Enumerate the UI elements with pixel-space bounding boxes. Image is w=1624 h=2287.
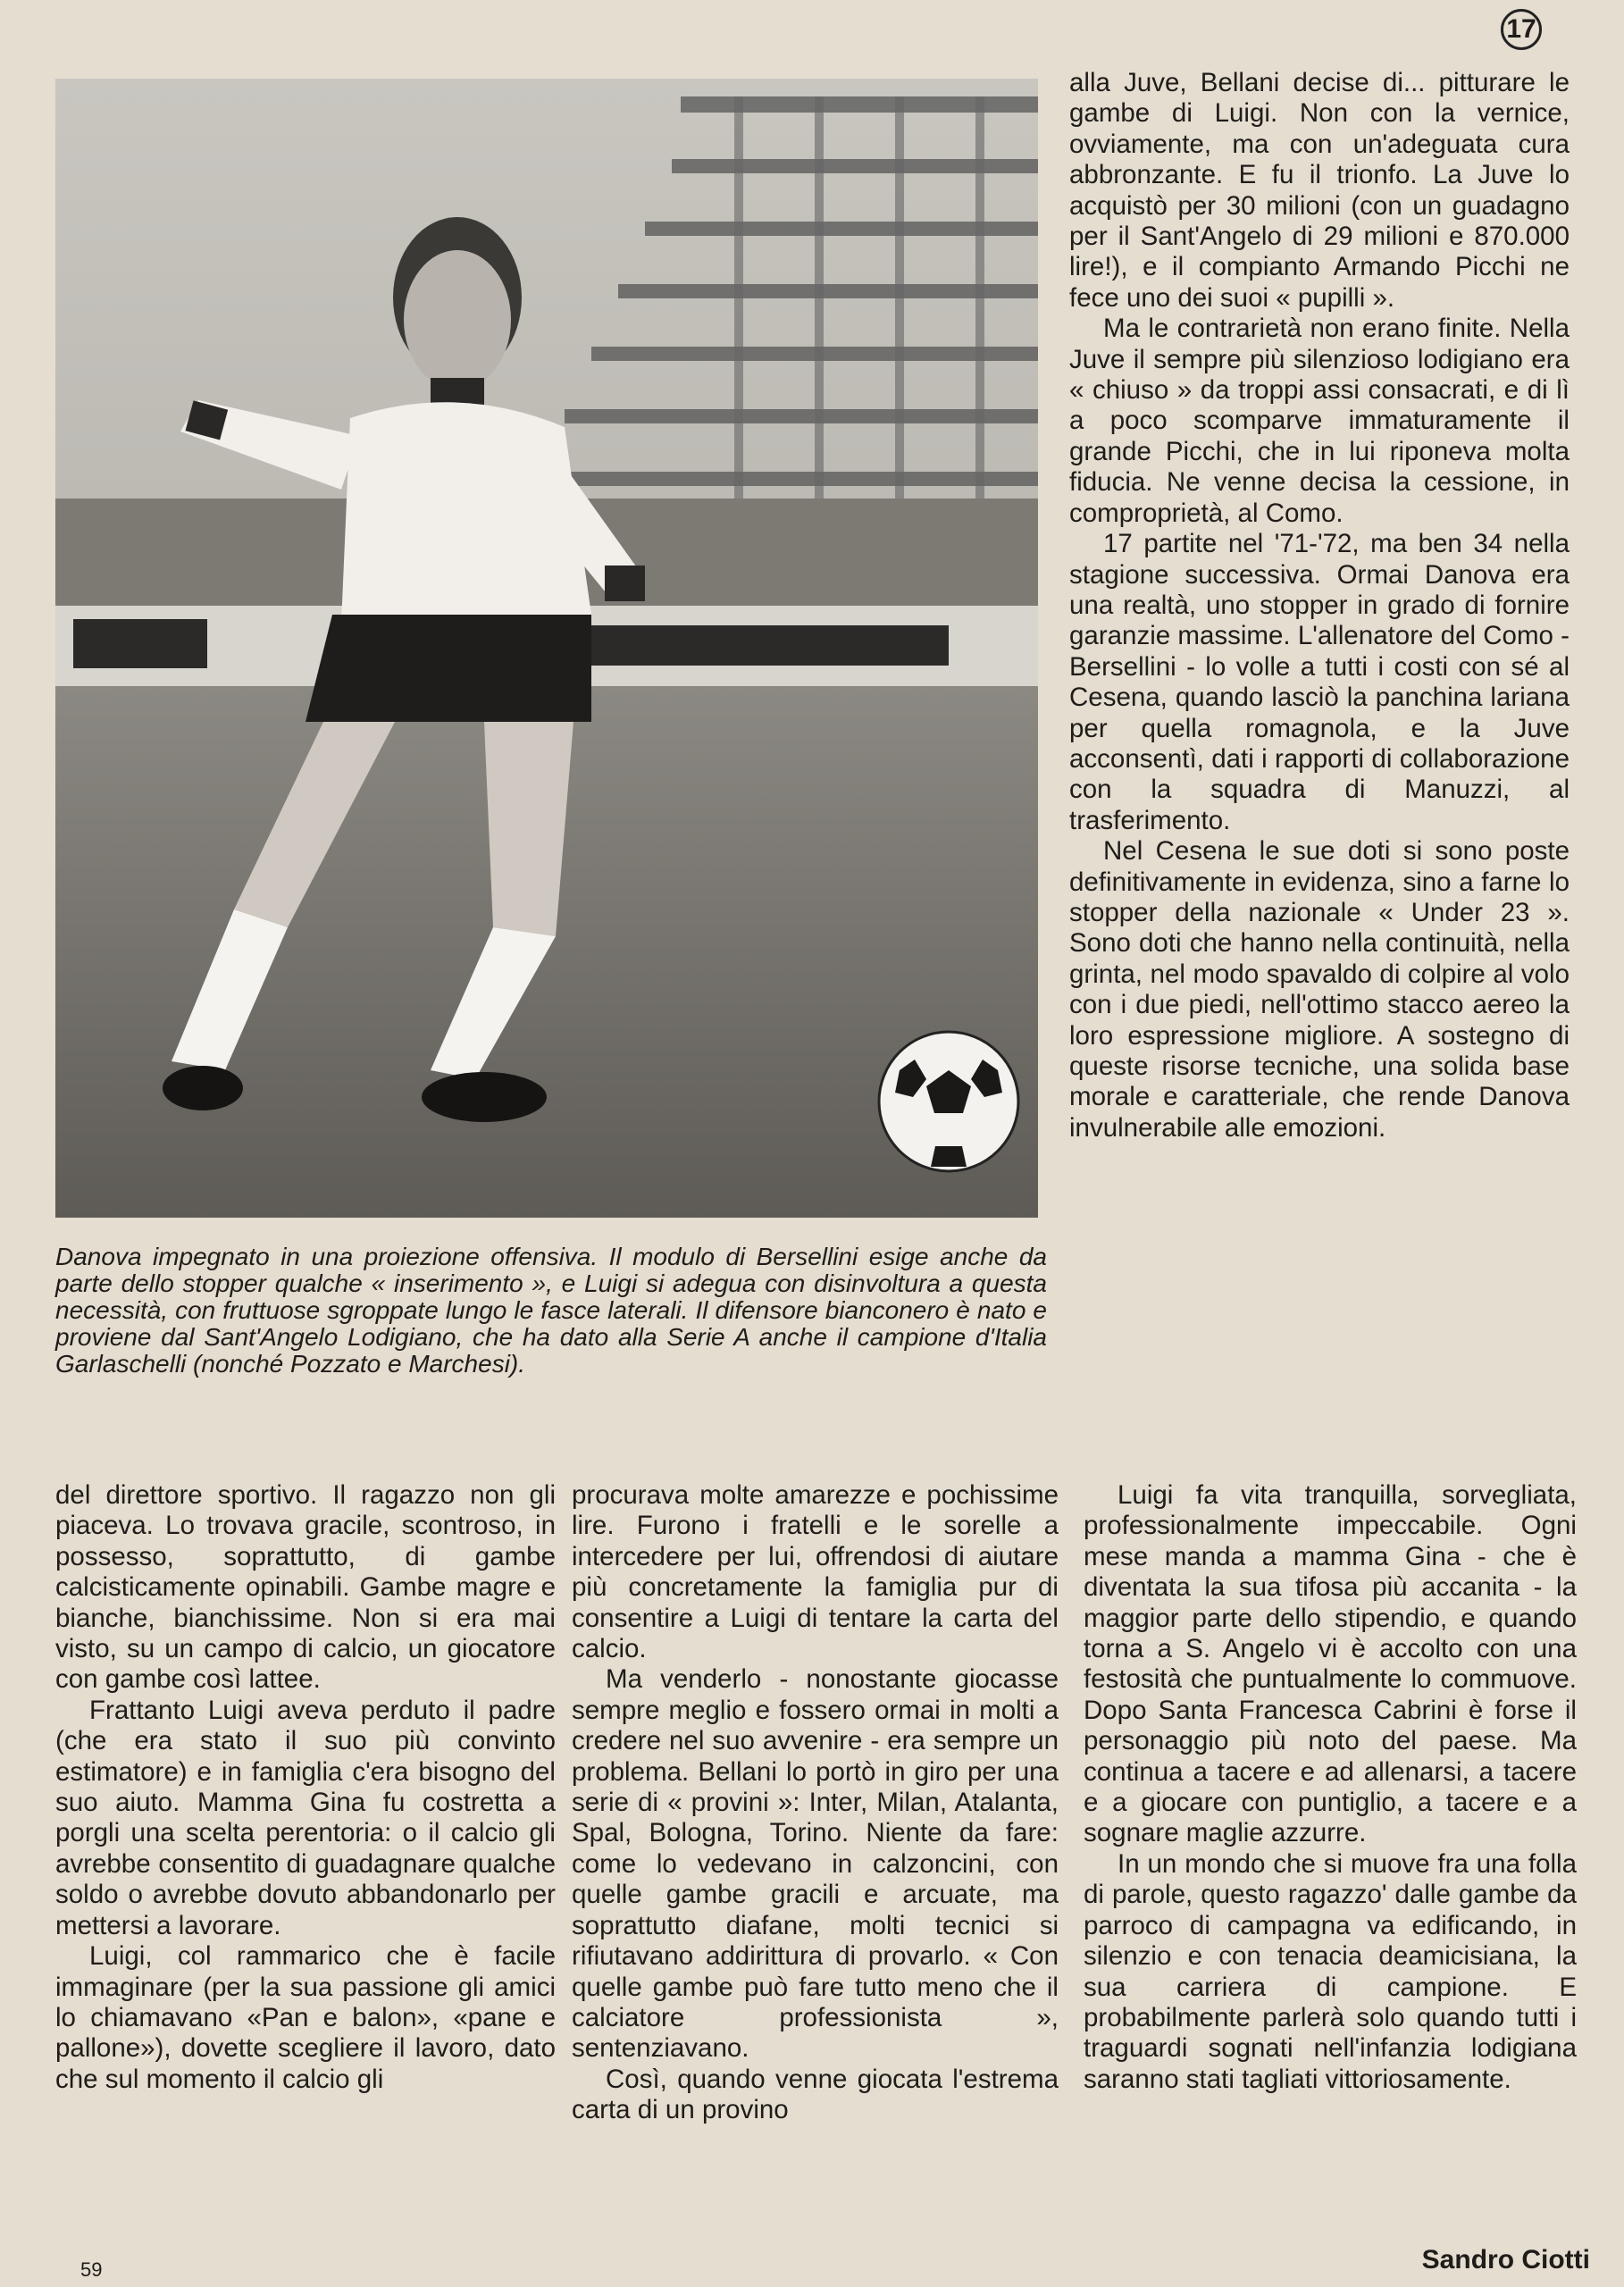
author-signature: Sandro Ciotti <box>1421 2245 1590 2274</box>
footballer-photo-illustration <box>55 79 1038 1218</box>
folio-number: 59 <box>80 2258 103 2281</box>
paragraph: del direttore sportivo. Il ragazzo non gli piaceva. Lo trovava gracile, scontroso, in possesso, soprattutto, di gambe calcisticamente opinabili. Gambe magre e bianche, bianchissime. Non si era mai visto, su un campo di calcio, un giocatore con gambe così lattee. <box>55 1480 556 1695</box>
article-column-bottom-right <box>1084 1480 1577 2095</box>
article-column-right <box>1069 68 1570 1144</box>
paragraph: Ma venderlo - nonostante giocasse sempre meglio e fossero ormai in molti a credere nel suo avvenire - era sempre un problema. Bellani lo portò in giro per una serie di « provini »: Inter, Milan, Atalanta, Spal, Bologna, Torino. Niente da fare: come lo vedevano in calzoncini, con quelle gambe gracili e arcuate, ma soprattutto diafane, molti tecnici si rifiutavano addirittura di provarlo. « Con quelle gambe può fare tutto meno che il calciatore professionista », sentenziavano. <box>572 1664 1059 2064</box>
photo-caption <box>55 1244 1047 1378</box>
article-column-bottom-left <box>55 1480 556 2095</box>
paragraph: Luigi, col rammarico che è facile immaginare (per la sua passione gli amici lo chiamavano «Pan e balon», «pane e pallone»), dovette scegliere il lavoro, dato che sul momento il calcio gli <box>55 1941 556 2094</box>
paragraph: Frattanto Luigi aveva perduto il padre (che era stato il suo più convinto estimatore) e in famiglia c'era bisogno del suo aiuto. Mamma Gina fu costretta a porgli una scelta perentoria: o il calcio gli avrebbe consentito di guadagnare qualche soldo o avrebbe dovuto abbandonarlo per mettersi a lavorare. <box>55 1695 556 1940</box>
article-photo <box>55 79 1038 1218</box>
caption-text: Danova impegnato in una proiezione offensiva. Il modulo di Bersellini esige anche da parte dello stopper qualche « inserimento », e Luigi si adegua con disinvoltura a questa necessità, con fruttuose sgroppate lungo le fasce laterali. Il difensore bianconero è nato e proviene dal Sant'Angelo Lodigiano, che ha dato alla Serie A anche il campione d'Italia Garlaschelli (nonché Pozzato e Marchesi). <box>55 1243 1047 1378</box>
page-number: 17 <box>1506 14 1536 44</box>
paragraph: alla Juve, Bellani decise di... pitturare le gambe di Luigi. Non con la vernice, ovviamente, ma con un'adeguata cura abbronzante. E fu il trionfo. La Juve lo acquistò per 30 milioni (con un guadagno per il Sant'Angelo di 29 milioni e 870.000 lire!), e il compianto Armando Picchi ne fece uno dei suoi « pupilli ». <box>1069 68 1570 313</box>
paragraph: In un mondo che si muove fra una folla di parole, questo ragazzo' dalle gambe da parroco di campagna va edificando, in silenzio e con tenacia deamicisiana, la sua carriera di campione. E probabilmente parlerà solo quando tutti i traguardi sognati nell'infanzia lodigiana saranno stati tagliati vittoriosamente. <box>1084 1848 1577 2094</box>
paragraph: procurava molte amarezze e pochissime lire. Furono i fratelli e le sorelle a intercedere per lui, offrendosi di aiutare più concretamente la famiglia pur di consentire a Luigi di tentare la carta del calcio. <box>572 1480 1059 1664</box>
paragraph: Luigi fa vita tranquilla, sorvegliata, professionalmente impeccabile. Ogni mese manda a mamma Gina - che è diventata la sua tifosa più accanita - la maggior parte dello stipendio, e quando torna a S. Angelo vi è accolto con una festosità che puntualmente lo commuove. Dopo Santa Francesca Cabrini è forse il personaggio più noto del paese. Ma continua a tacere e ad allenarsi, a tacere e a giocare con puntiglio, a tacere e a sognare maglie azzurre. <box>1084 1480 1577 1848</box>
paragraph: Così, quando venne giocata l'estrema carta di un provino <box>572 2064 1059 2125</box>
page-number-badge <box>1501 9 1542 50</box>
paragraph: Ma le contrarietà non erano finite. Nella Juve il sempre più silenzioso lodigiano era « chiuso » da troppi assi consacrati, e di lì a poco scomparve immaturamente il grande Picchi, che in lui riponeva molta fiducia. Ne venne decisa la cessione, in comproprietà, al Como. <box>1069 314 1570 528</box>
article-column-bottom-middle <box>572 1480 1059 2126</box>
paragraph: 17 partite nel '71-'72, ma ben 34 nella stagione successiva. Ormai Danova era una realtà, uno stopper in grado di fornire garanzie massime. L'allenatore del Como - Bersellini - lo volle a tutti i costi con sé al Cesena, quando lasciò la panchina lariana per quella romagnola, e la Juve acconsentì, dati i rapporti di collaborazione con la squadra di Manuzzi, al trasferimento. <box>1069 529 1570 835</box>
paragraph: Nel Cesena le sue doti si sono poste definitivamente in evidenza, sino a farne lo stopper della nazionale « Under 23 ». Sono doti che hanno nella continuità, nella grinta, nel modo spavaldo di colpire al volo con i due piedi, nell'ottimo stacco aereo la loro espressione migliore. A sostegno di queste risorse tecniche, una solida base morale e caratteriale, che rende Danova invulnerabile alle emozioni. <box>1069 836 1570 1143</box>
